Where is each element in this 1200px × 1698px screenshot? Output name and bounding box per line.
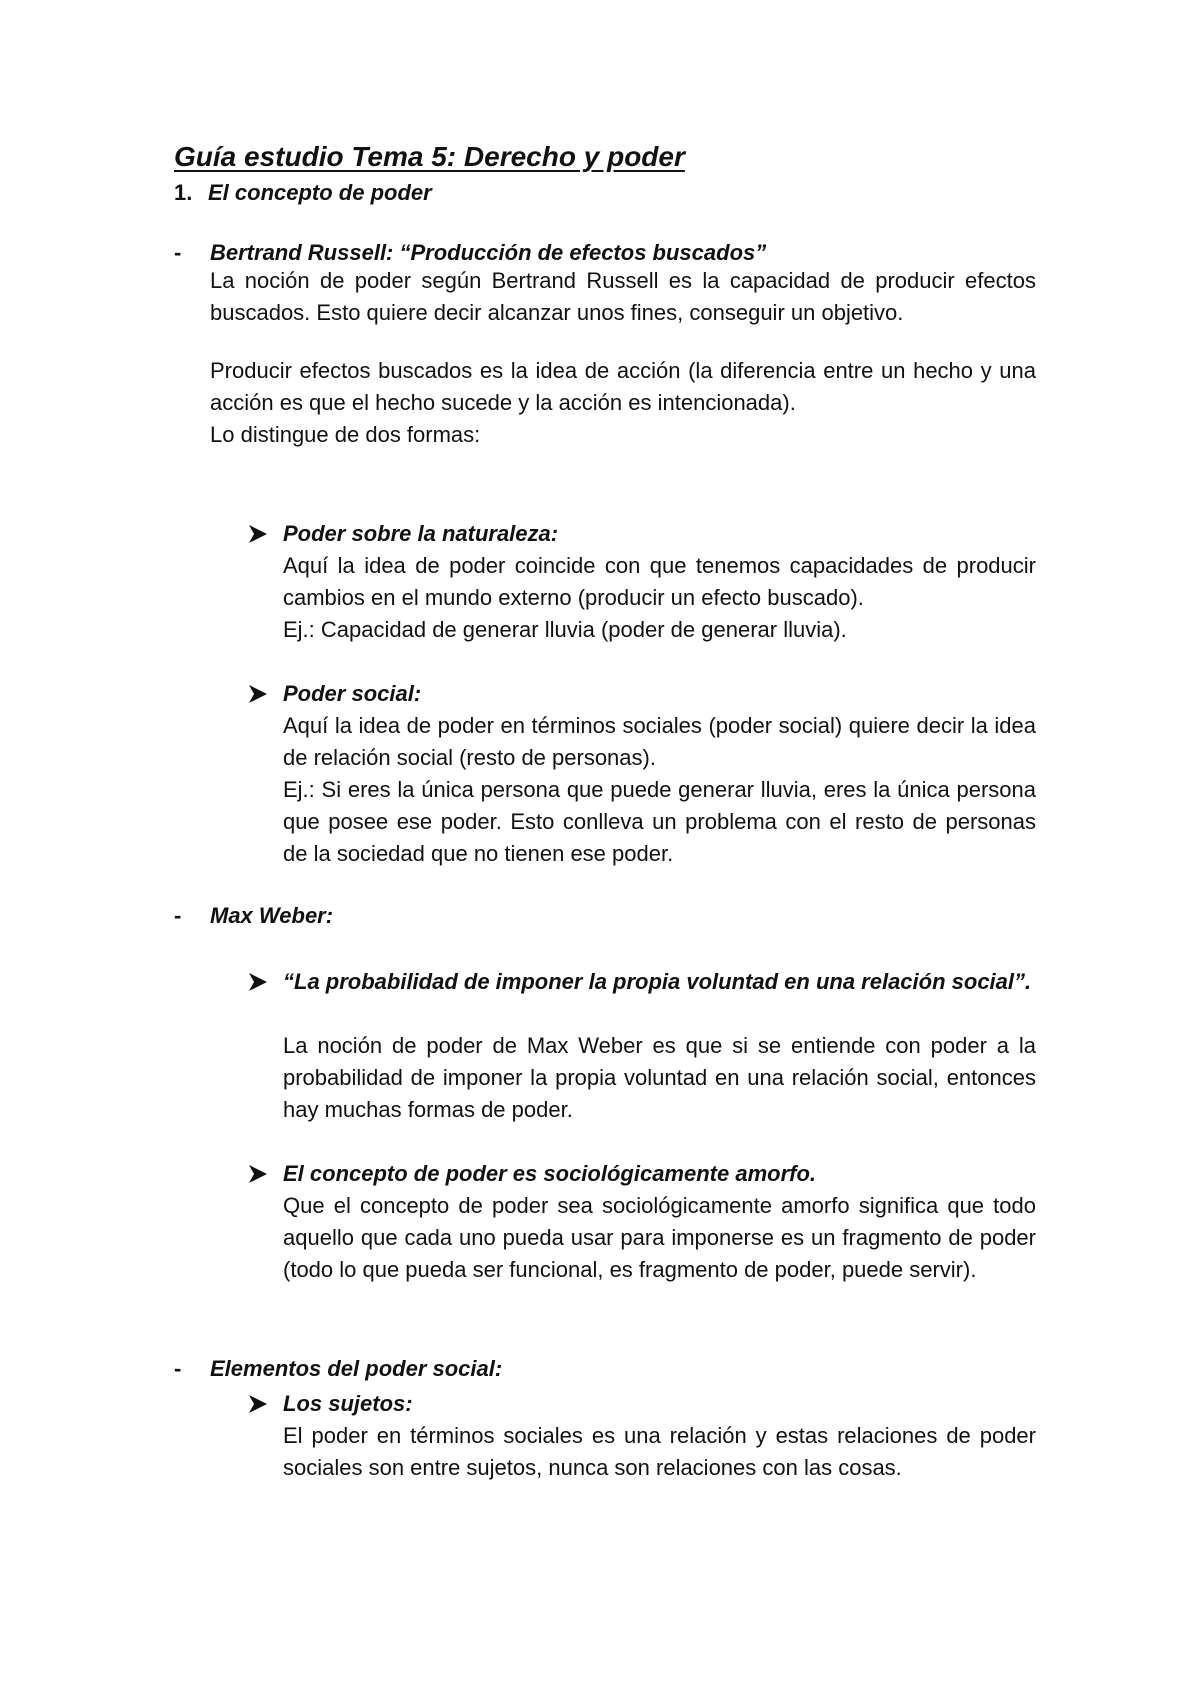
russell-item-2-heading: Poder social: [283,681,422,706]
elementos-item-1-paragraph-1: El poder en términos sociales es una relación y estas relaciones de poder sociales son entre sujetos, nunca son relaciones con las cosas. [283,1423,1036,1480]
weber-item-2-paragraph-1: Que el concepto de poder sea sociológicamente amorfo significa que todo aquello que cada uno pueda usar para imponerse es un fragmento de poder (todo lo que pueda ser funcional, es fragmento de poder, puede servir). [283,1193,1036,1282]
weber-item-1-heading: “La probabilidad de imponer la propia voluntad en una relación social”. [283,969,1032,994]
section-label: El concepto de poder [208,180,432,205]
weber-heading: Max Weber: [210,903,334,928]
arrow-bullet-icon [246,1162,270,1186]
section-heading [174,180,432,206]
arrow-bullet-icon [246,682,270,706]
elementos-heading: Elementos del poder social: [210,1356,503,1381]
weber-item-1-paragraph-1: La noción de poder de Max Weber es que si se entiende con poder a la probabilidad de imponer la propia voluntad en una relación social, entonces hay muchas formas de poder. [283,1033,1036,1122]
document-title: Guía estudio Tema 5: Derecho y poder [174,141,685,172]
section-number: 1. [174,180,193,205]
russell-heading: Bertrand Russell: “Producción de efectos buscados” [210,240,767,265]
russell-item-2-paragraph-2: Ej.: Si eres la única persona que puede generar lluvia, eres la única persona que posee ese poder. Esto conlleva un problema con el resto de personas de la sociedad que no tienen ese poder. [283,777,1036,866]
russell-paragraph-1: La noción de poder según Bertrand Russell es la capacidad de producir efectos buscados. Esto quiere decir alcanzar unos fines, conseguir un objetivo. [210,268,1036,325]
arrow-bullet-icon [246,522,270,546]
elementos-item-1-heading: Los sujetos: [283,1391,413,1416]
arrow-bullet-icon [246,1392,270,1416]
weber-item-2-heading: El concepto de poder es sociológicamente amorfo. [283,1161,817,1186]
russell-item-1-paragraph-1: Aquí la idea de poder coincide con que tenemos capacidades de producir cambios en el mundo externo (producir un efecto buscado). [283,553,1036,610]
russell-paragraph-2: Producir efectos buscados es la idea de acción (la diferencia entre un hecho y una acción es que el hecho sucede y la acción es intencionada). [210,358,1036,415]
russell-item-1-heading: Poder sobre la naturaleza: [283,521,559,546]
russell-paragraph-3: Lo distingue de dos formas: [210,422,481,447]
dash-bullet: - [174,240,182,265]
dash-bullet: - [174,1356,182,1381]
russell-item-2-paragraph-1: Aquí la idea de poder en términos sociales (poder social) quiere decir la idea de relación social (resto de personas). [283,713,1036,770]
arrow-bullet-icon [246,970,270,994]
russell-item-1-paragraph-2: Ej.: Capacidad de generar lluvia (poder de generar lluvia). [283,617,847,642]
dash-bullet: - [174,903,182,928]
